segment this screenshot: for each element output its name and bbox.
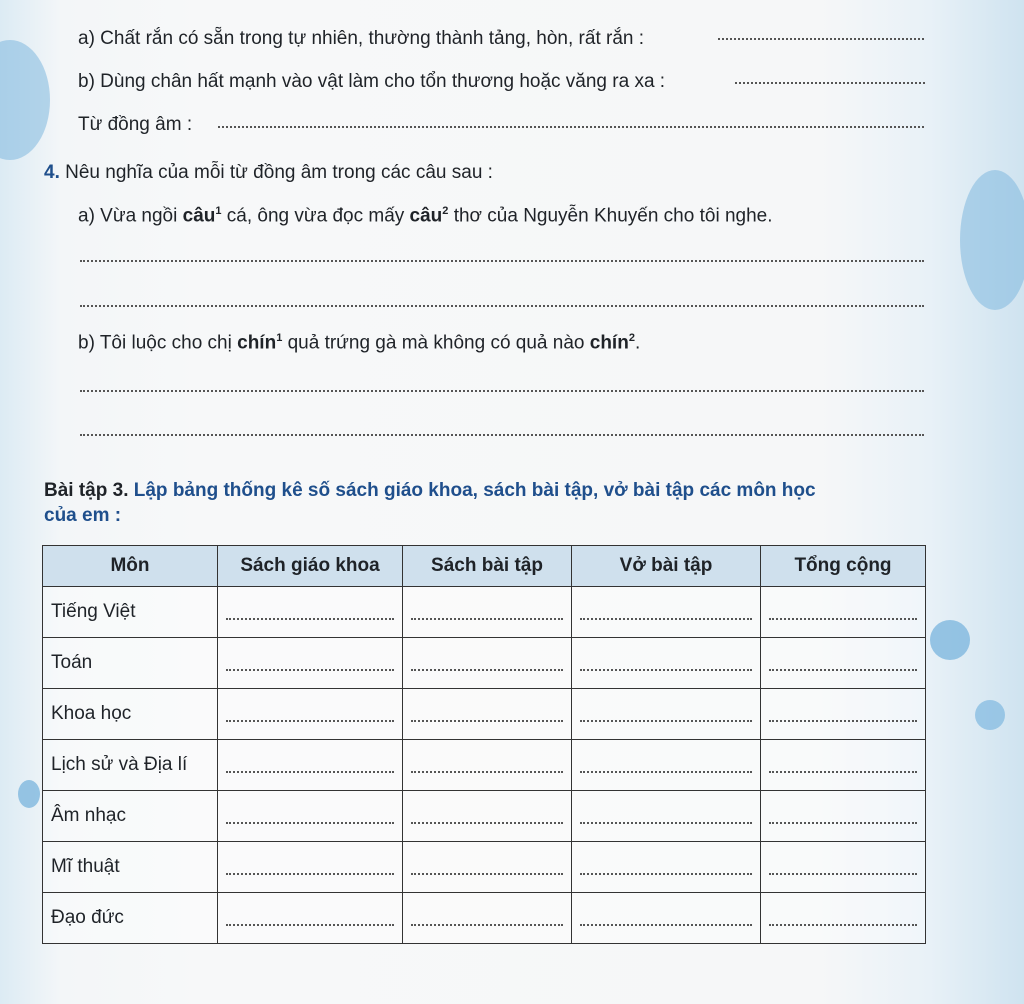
- answer-dotted-line: [769, 873, 917, 875]
- homonym-answer-line[interactable]: [218, 126, 924, 128]
- answer-cell[interactable]: [761, 587, 926, 638]
- header-textbook: Sách giáo khoa: [218, 546, 403, 587]
- subject-cell: Âm nhạc: [43, 791, 218, 842]
- decorative-blob: [930, 620, 970, 660]
- stats-table: [42, 545, 926, 944]
- answer-cell[interactable]: [403, 791, 572, 842]
- question4-a: [78, 205, 773, 227]
- answer-dotted-line: [226, 669, 394, 671]
- subject-cell: Toán: [43, 638, 218, 689]
- table-row: [43, 740, 926, 791]
- answer-cell[interactable]: [403, 689, 572, 740]
- answer-cell[interactable]: [761, 689, 926, 740]
- answer-dotted-line: [411, 720, 563, 722]
- answer-cell[interactable]: [572, 587, 761, 638]
- header-workbook: Sách bài tập: [403, 546, 572, 587]
- table-row: [43, 638, 926, 689]
- table-header-row: [43, 546, 926, 587]
- answer-cell[interactable]: [403, 740, 572, 791]
- answer-cell[interactable]: [761, 791, 926, 842]
- item-b-label: b) Dùng chân hất mạnh vào vật làm cho tổn thương hoặc văng ra xa :: [78, 71, 666, 92]
- answer-cell[interactable]: [572, 740, 761, 791]
- subject-cell: Mĩ thuật: [43, 842, 218, 893]
- q4a-answer-line-2[interactable]: [80, 305, 924, 307]
- answer-cell[interactable]: [218, 689, 403, 740]
- answer-dotted-line: [411, 618, 563, 620]
- q4b-text: .: [634, 332, 641, 354]
- answer-dotted-line: [769, 720, 917, 722]
- answer-dotted-line: [580, 924, 752, 926]
- answer-cell[interactable]: [572, 791, 761, 842]
- header-exercise-notebook: Vở bài tập: [572, 546, 761, 587]
- subject-cell: Tiếng Việt: [43, 587, 218, 638]
- item-a: [78, 28, 644, 50]
- answer-dotted-line: [226, 822, 394, 824]
- answer-dotted-line: [580, 618, 752, 620]
- table-row: [43, 791, 926, 842]
- answer-dotted-line: [226, 720, 394, 722]
- q4a-answer-line-1[interactable]: [80, 260, 924, 262]
- answer-cell[interactable]: [218, 893, 403, 944]
- table-row: [43, 587, 926, 638]
- question4-number: 4.: [44, 162, 60, 183]
- answer-cell[interactable]: [761, 842, 926, 893]
- item-a-answer-line[interactable]: [718, 38, 924, 40]
- answer-dotted-line: [769, 924, 917, 926]
- answer-dotted-line: [226, 618, 394, 620]
- q4a-text: a) Vừa ngồi: [78, 205, 183, 227]
- answer-dotted-line: [411, 669, 563, 671]
- q4b-sup1: 1: [276, 332, 283, 344]
- header-subject: Môn: [43, 546, 218, 587]
- answer-cell[interactable]: [761, 638, 926, 689]
- answer-dotted-line: [411, 873, 563, 875]
- exercise3-heading: [44, 480, 816, 502]
- answer-cell[interactable]: [761, 893, 926, 944]
- answer-cell[interactable]: [403, 638, 572, 689]
- decorative-blob: [18, 780, 40, 808]
- answer-dotted-line: [769, 669, 917, 671]
- answer-cell[interactable]: [572, 893, 761, 944]
- subject-cell: Lịch sử và Địa lí: [43, 740, 218, 791]
- answer-cell[interactable]: [572, 689, 761, 740]
- item-b-answer-line[interactable]: [735, 82, 925, 84]
- answer-dotted-line: [580, 720, 752, 722]
- table-row: [43, 689, 926, 740]
- answer-dotted-line: [580, 771, 752, 773]
- decorative-blob: [960, 170, 1024, 310]
- q4b-word2: chín: [589, 332, 629, 354]
- answer-dotted-line: [226, 924, 394, 926]
- answer-cell[interactable]: [403, 893, 572, 944]
- q4b-answer-line-2[interactable]: [80, 434, 924, 436]
- answer-dotted-line: [580, 669, 752, 671]
- q4b-answer-line-1[interactable]: [80, 390, 924, 392]
- answer-dotted-line: [411, 771, 563, 773]
- q4b-text: quả trứng gà mà không có quả nào: [282, 332, 590, 354]
- q4a-word2: câu: [409, 205, 443, 227]
- table-row: [43, 842, 926, 893]
- q4b-text: b) Tôi luộc cho chị: [78, 332, 238, 354]
- answer-cell[interactable]: [218, 842, 403, 893]
- answer-cell[interactable]: [403, 587, 572, 638]
- answer-cell[interactable]: [403, 842, 572, 893]
- answer-cell[interactable]: [572, 842, 761, 893]
- homonym-label: Từ đồng âm :: [78, 114, 193, 135]
- exercise3-prompt-line1: Lập bảng thống kê số sách giáo khoa, sách bài tập, vở bài tập các môn học: [128, 480, 816, 501]
- q4a-text: thơ của Nguyễn Khuyến cho tôi nghe.: [448, 205, 773, 227]
- question4-b: [78, 332, 640, 354]
- answer-dotted-line: [226, 873, 394, 875]
- item-b: [78, 71, 665, 93]
- answer-dotted-line: [769, 771, 917, 773]
- answer-dotted-line: [580, 822, 752, 824]
- q4a-sup2: 2: [442, 205, 449, 217]
- table-row: [43, 893, 926, 944]
- answer-dotted-line: [580, 873, 752, 875]
- item-a-label: a) Chất rắn có sẵn trong tự nhiên, thường thành tảng, hòn, rất rắn :: [78, 28, 645, 49]
- q4b-word1: chín: [237, 332, 277, 354]
- exercise3-prompt-line2: của em :: [44, 505, 122, 526]
- answer-cell[interactable]: [218, 638, 403, 689]
- answer-dotted-line: [411, 822, 563, 824]
- answer-cell[interactable]: [218, 587, 403, 638]
- header-total: Tổng cộng: [761, 546, 926, 587]
- answer-dotted-line: [226, 771, 394, 773]
- answer-cell[interactable]: [572, 638, 761, 689]
- question4-heading: [44, 162, 493, 184]
- answer-dotted-line: [769, 618, 917, 620]
- q4b-sup2: 2: [628, 332, 635, 344]
- exercise3-title: Bài tập 3.: [44, 480, 129, 501]
- decorative-blob: [0, 40, 50, 160]
- subject-cell: Đạo đức: [43, 893, 218, 944]
- answer-dotted-line: [411, 924, 563, 926]
- answer-cell[interactable]: [218, 740, 403, 791]
- q4a-sup1: 1: [215, 205, 222, 217]
- question4-prompt: Nêu nghĩa của mỗi từ đồng âm trong các câu sau :: [65, 162, 493, 183]
- homonym-line: [78, 114, 192, 136]
- q4a-text: cá, ông vừa đọc mấy: [221, 205, 410, 227]
- answer-cell[interactable]: [218, 791, 403, 842]
- q4a-word1: câu: [182, 205, 216, 227]
- decorative-blob: [975, 700, 1005, 730]
- subject-cell: Khoa học: [43, 689, 218, 740]
- answer-dotted-line: [769, 822, 917, 824]
- answer-cell[interactable]: [761, 740, 926, 791]
